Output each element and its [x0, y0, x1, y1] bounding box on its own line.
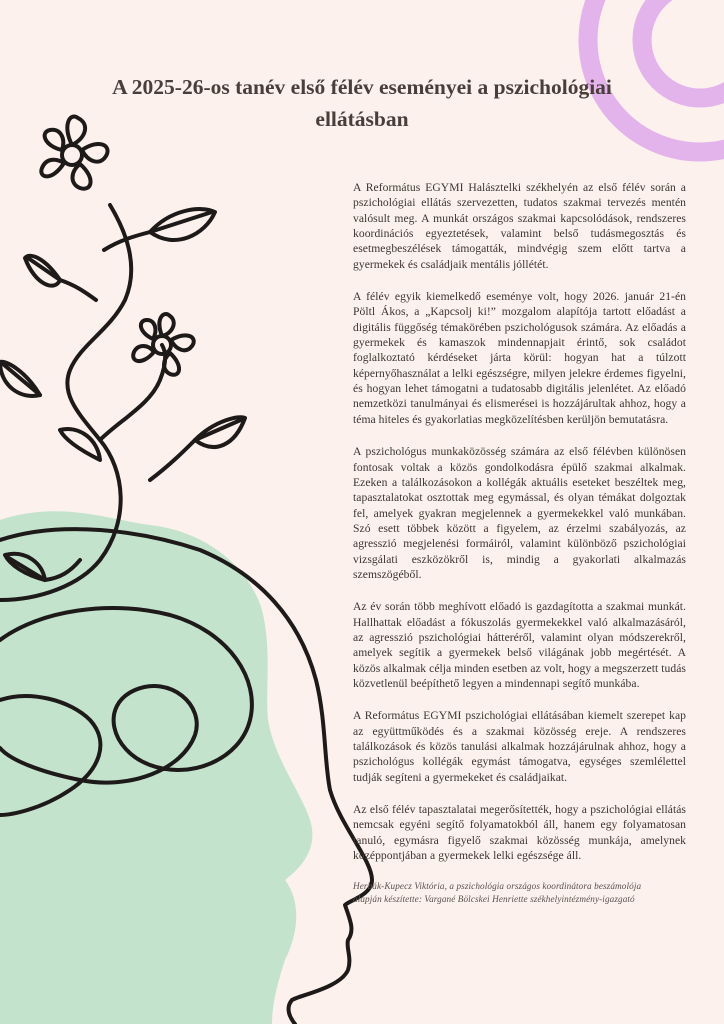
credit-line-1: Herbák-Kupecz Viktória, a pszichológia országos koordinátora beszámolója [353, 881, 642, 892]
paragraph-2: A félév egyik kiemelkedő eseménye volt, hogy 2026. január 21-én Pöltl Ákos, a „Kapcsolj ki!” mozgalom alapítója tartott előadást a digitális függőség témakörében pszichológusok számára. Az előadás a gyermekek és kamaszok mindennapjait érintő, sok családot foglalkoztató kérdéseket járta körül: hogyan hat a túlzott képernyőhasználat a lelki egészségre, milyen jelekre érdemes figyelni, és hogyan lehet támogatni a tudatosabb digitális jelenlétet. Az előadó nemzetközi tanulmányai és elismerései is hozzájárultak ahhoz, hogy a téma hiteles és gyakorlatias megközelítésben kerüljön bemutatásra. [353, 290, 686, 426]
paragraph-5: A Református EGYMI pszichológiai ellátásában kiemelt szerepet kap az együttműködés és a szakmai közösség ereje. A rendszeres találkozások és közös tanulási alkalmak hozzájárulnak ahhoz, hogy a pszichológus kollégák egymást támogatva, egységes szemlélettel tudják segíteni a gyermekeket és családjaikat. [353, 709, 686, 784]
author-credit [353, 880, 686, 904]
paragraph-3: A pszichológus munkaközösség számára az első félévben különösen fontosak voltak a közös gondolkodásra épülő szakmai alkalmak. Ezeken a találkozásokon a kollégák aktuális eseteket beszéltek meg, tapasztalatokat osztottak meg egymással, és olyan témákat dolgoztak fel, amelyek gyakran megjelennek a gyermekekkel való munkában. Szó esett többek között a figyelem, az érzelmi szabályozás, az agresszió megjelenési formáiról, valamint különböző pszichológiai vizsgálati eszközökről is, mindig a gyakorlati alkalmazás szemszögéből. [353, 445, 686, 581]
article-body [353, 180, 686, 905]
credit-line-2: alapján készítette: Vargané Bölcskei Henriette székhelyintézmény-igazgató [353, 893, 635, 904]
paragraph-6: Az első félév tapasztalatai megerősítették, hogy a pszichológiai ellátás nemcsak egyéni segítő folyamatokból áll, hanem egy folyamatosan tanuló, egymásra figyelő szakmai közösség munkája, amelynek középpontjában a gyermekek lelki egészsége áll. [353, 803, 686, 863]
paragraph-1: A Református EGYMI Halásztelki székhelyén az első félév során a pszichológiai ellátás szervezetten, tudatos szakmai tervezés mentén valósult meg. A munkát országos szakmai kapcsolódások, rendszeres koordinációs egyeztetések, valamint belső tudásmegosztás és esetmegbeszélések támogatták, mindvégig szem előtt tartva a gyermekek és családjaik mentális jóllétét. [353, 181, 686, 271]
page-title: A 2025-26-os tanév első félév eseményei a pszichológiai ellátásban [112, 75, 612, 131]
paragraph-4: Az év során több meghívott előadó is gazdagította a szakmai munkát. Hallhattak előadást a fókuszolás gyermekekkel való alkalmazásáról, az agresszió pszichológiai hátteréről, valamint olyan módszerekről, amelyek segítik a gyermekek belső világának jobb megértését. A közös alkalmak célja minden esetben az volt, hogy a megszerzett tudás közvetlenül beépíthető legyen a mindennapi segítő munkába. [353, 600, 686, 690]
